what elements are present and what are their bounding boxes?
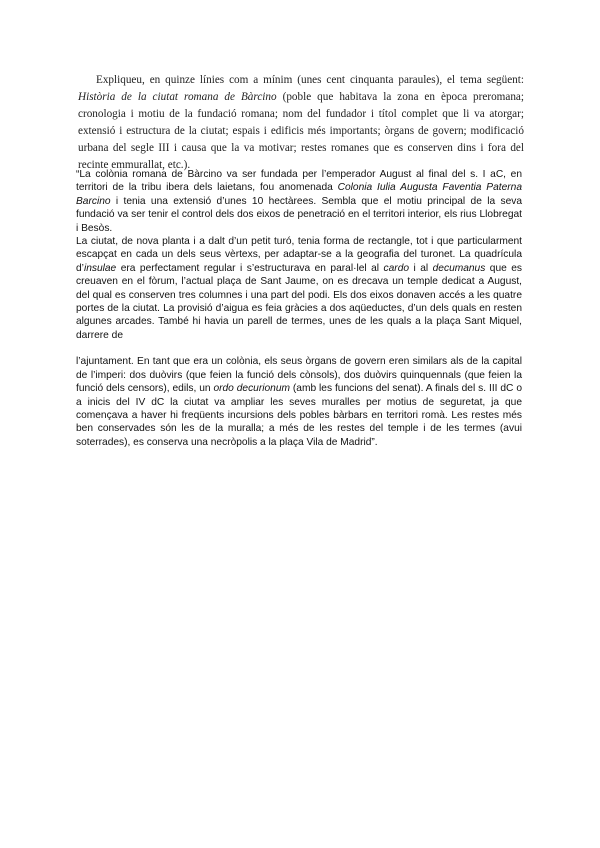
answer-p2-text-c: i al	[409, 262, 433, 274]
term-decumanus: decumanus	[432, 262, 486, 274]
instructions-topic-title: Història de la ciutat romana de Bàrcino	[78, 91, 277, 103]
answer-p1-text-a: “La colònia romana de Bàrcino va ser fundada per l’emperador August al final del s. I aC, en territori de la tribu ibera dels laietans, fou anomenada	[76, 169, 522, 194]
answer-p1-text-b: i tenia una extensió d’unes 10 hectàrees. Sembla que el motiu principal de la seva fundació va ser tenir el control dels dos eixos de penetració en el territori interior, els rius Llobregat i Besòs.	[76, 195, 522, 234]
answer-p2-text-d: que es creuaven en el fòrum, l’actual plaça de Sant Jaume, on es drecava un temple dedicat a August, del qual es conserven tres columnes i una part del podi. Els dos eixos donaven accés a les quatre portes de la ciutat. La provisió d’aigua es feia gràcies a dos aqüeductes, d’un dels quals en resten algunes arcades. També hi havia un parell de termes, unes de les quals a la plaça Sant Miquel, darrere de	[76, 262, 523, 341]
answer-p2-text-b: era perfectament regular i s’estructurava en paral·lel al	[116, 262, 384, 274]
answer-p3-text-a: l’ajuntament. En tant que era un colònia, els seus òrgans de govern eren similars als de la capital de l’imperi: dos duòvirs (que feien la funció dels cònsols), dos duòvirs quinquennals (que feien la funció dels censors), edils, un	[76, 356, 522, 395]
colony-full-name: Colonia Iulia Augusta Faventia Paterna Barcino	[76, 182, 522, 207]
exam-instructions	[78, 72, 524, 174]
term-cardo: cardo	[383, 262, 410, 274]
answer-paragraph-3	[76, 355, 522, 449]
answer-text	[76, 168, 522, 449]
instructions-text-end: (poble que habitava la zona en època preromana; cronologia i motiu de la fundació romana; nom del fundador i títol complet que li va atorgar; extensió i estructura de la ciutat; espais i edificis més importants; òrgans de govern; modificació urbana del segle III i causa que la va motivar; restes romanes que es conserven dins i fora del recinte emmurallat, etc.).	[78, 91, 524, 171]
instructions-text-start: Expliqueu, en quinze línies com a mínim (unes cent cinquanta paraules), el tema següent:	[96, 74, 524, 86]
term-ordo-decurionum: ordo decurionum	[213, 383, 290, 395]
answer-paragraph-2	[76, 235, 522, 342]
answer-p2-text-a: La ciutat, de nova planta i a dalt d’un petit turó, tenia forma de rectangle, tot i que particularment escapçat en cada un dels seus vèrtexs, per adaptar-se a la geografia del turonet. La quadrícula d’	[76, 236, 522, 274]
answer-p3-text-b: (amb les funcions del senat). A finals del s. III dC o a inicis del IV dC la ciutat va ampliar les seves muralles per motius de seguretat, ja que començava a haver hi freqüents incursions dels pobles bàrbars en territori romà. Les restes més ben conservades són les de la muralla; a més de les restes del temple i de les termes (avui soterrades), es conserva una necròpolis a la plaça Vila de Madrid”.	[76, 383, 522, 448]
term-insulae: insulae	[83, 262, 117, 274]
page-break-gap	[76, 342, 522, 355]
answer-paragraph-1	[76, 168, 522, 235]
